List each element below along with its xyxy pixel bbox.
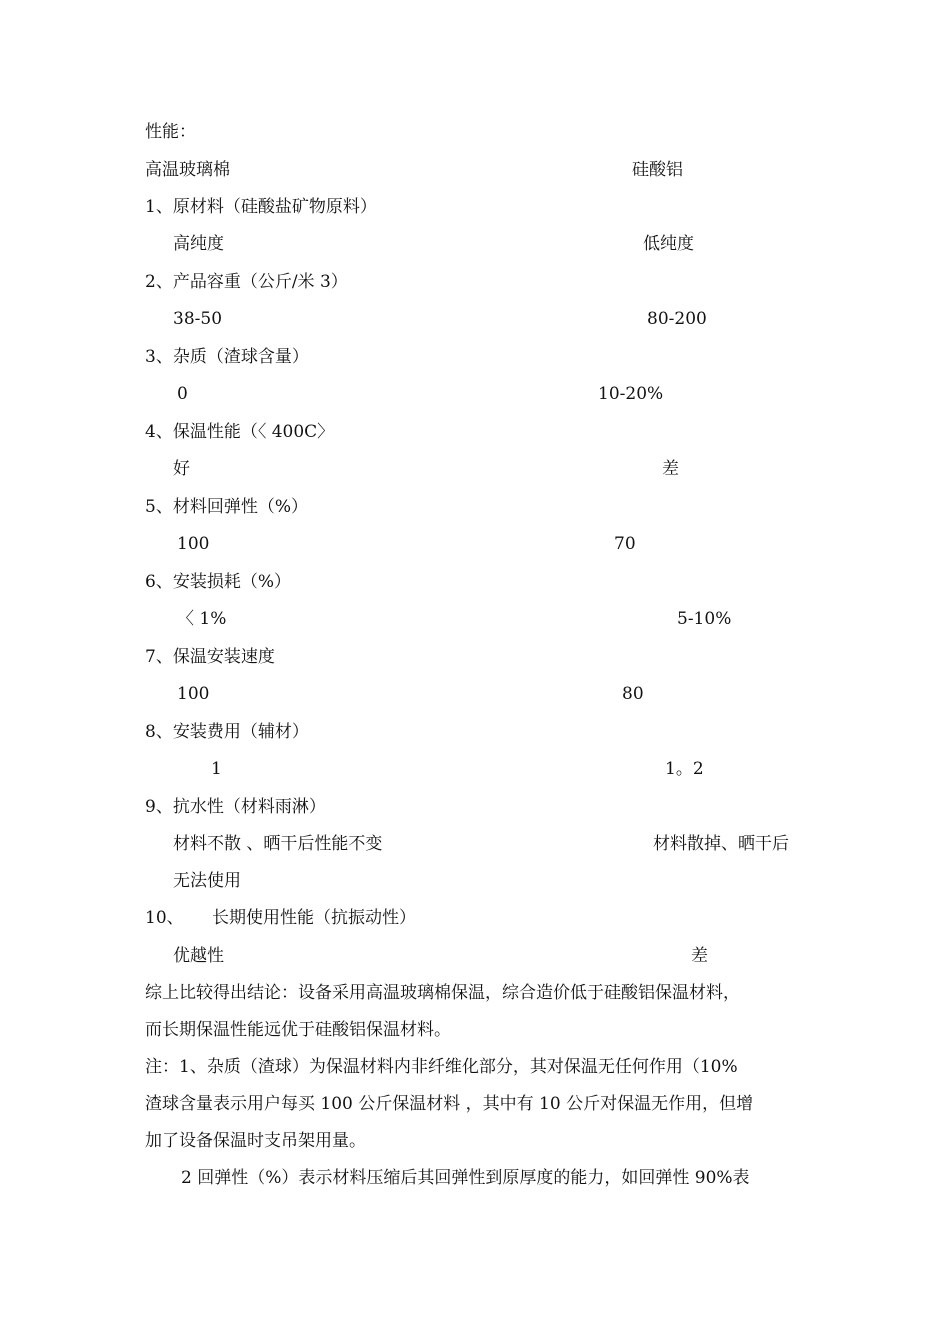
item-value-left: 好 — [173, 459, 190, 479]
conclusion-line: 综上比较得出结论：设备采用高温玻璃棉保温，综合造价低于硅酸铝保温材料， — [145, 983, 740, 1003]
item-value-left: 38-50 — [173, 309, 223, 329]
item-value-left: 0 — [177, 384, 188, 404]
note-line: 渣球含量表示用户每买 100 公斤保温材料 ，其中有 10 公斤对保温无作用，但增 — [145, 1094, 754, 1114]
item-value-right: 材料散掉、晒干后 — [653, 834, 789, 854]
item-label: 9、抗水性（材料雨淋） — [145, 797, 326, 817]
item-label: 1、原材料（硅酸盐矿物原料） — [145, 197, 377, 217]
item-value-right: 80-200 — [647, 309, 707, 329]
item-value-left: 高纯度 — [173, 234, 224, 254]
item-label: 7、保温安装速度 — [145, 647, 275, 667]
item-label: 4、保温性能（〈 400C〉 — [145, 422, 335, 442]
item-label: 3、杂质（渣球含量） — [145, 347, 309, 367]
item-label: 6、安装损耗（%） — [145, 572, 291, 592]
column-title-left: 高温玻璃棉 — [145, 160, 230, 180]
item-value-left: 100 — [177, 684, 210, 704]
item-value-left-continuation: 无法使用 — [173, 871, 241, 891]
item-value-right: 5-10% — [677, 609, 732, 629]
item-value-right: 1。2 — [665, 759, 704, 779]
note-line: 加了设备保温时支吊架用量。 — [145, 1131, 366, 1151]
conclusion-line: 而长期保温性能远优于硅酸铝保温材料。 — [145, 1020, 451, 1040]
item-value-left: 100 — [177, 534, 210, 554]
note-line: 2 回弹性（%）表示材料压缩后其回弹性到原厚度的能力，如回弹性 90%表 — [181, 1168, 750, 1188]
item-value-left: 〈 1% — [177, 609, 227, 629]
item-value-right: 70 — [614, 534, 636, 554]
item-value-right: 低纯度 — [643, 234, 694, 254]
item-value-left: 1 — [211, 759, 222, 779]
item-label-number: 10、 — [145, 908, 184, 928]
item-label: 5、材料回弹性（%） — [145, 497, 308, 517]
section-heading: 性能： — [145, 122, 196, 142]
item-value-right: 80 — [622, 684, 644, 704]
item-value-right: 差 — [662, 459, 679, 479]
note-line: 注：1、杂质（渣球）为保温材料内非纤维化部分，其对保温无任何作用（10% — [145, 1057, 738, 1077]
item-value-left: 优越性 — [173, 946, 224, 966]
column-title-right: 硅酸铝 — [632, 160, 683, 180]
item-label: 8、安装费用（辅材） — [145, 722, 309, 742]
item-value-right: 差 — [691, 946, 708, 966]
item-value-left: 材料不散 、晒干后性能不变 — [173, 834, 383, 854]
item-label: 2、产品容重（公斤/米 3） — [145, 272, 348, 292]
item-value-right: 10-20% — [598, 384, 664, 404]
item-label: 长期使用性能（抗振动性） — [212, 908, 416, 928]
